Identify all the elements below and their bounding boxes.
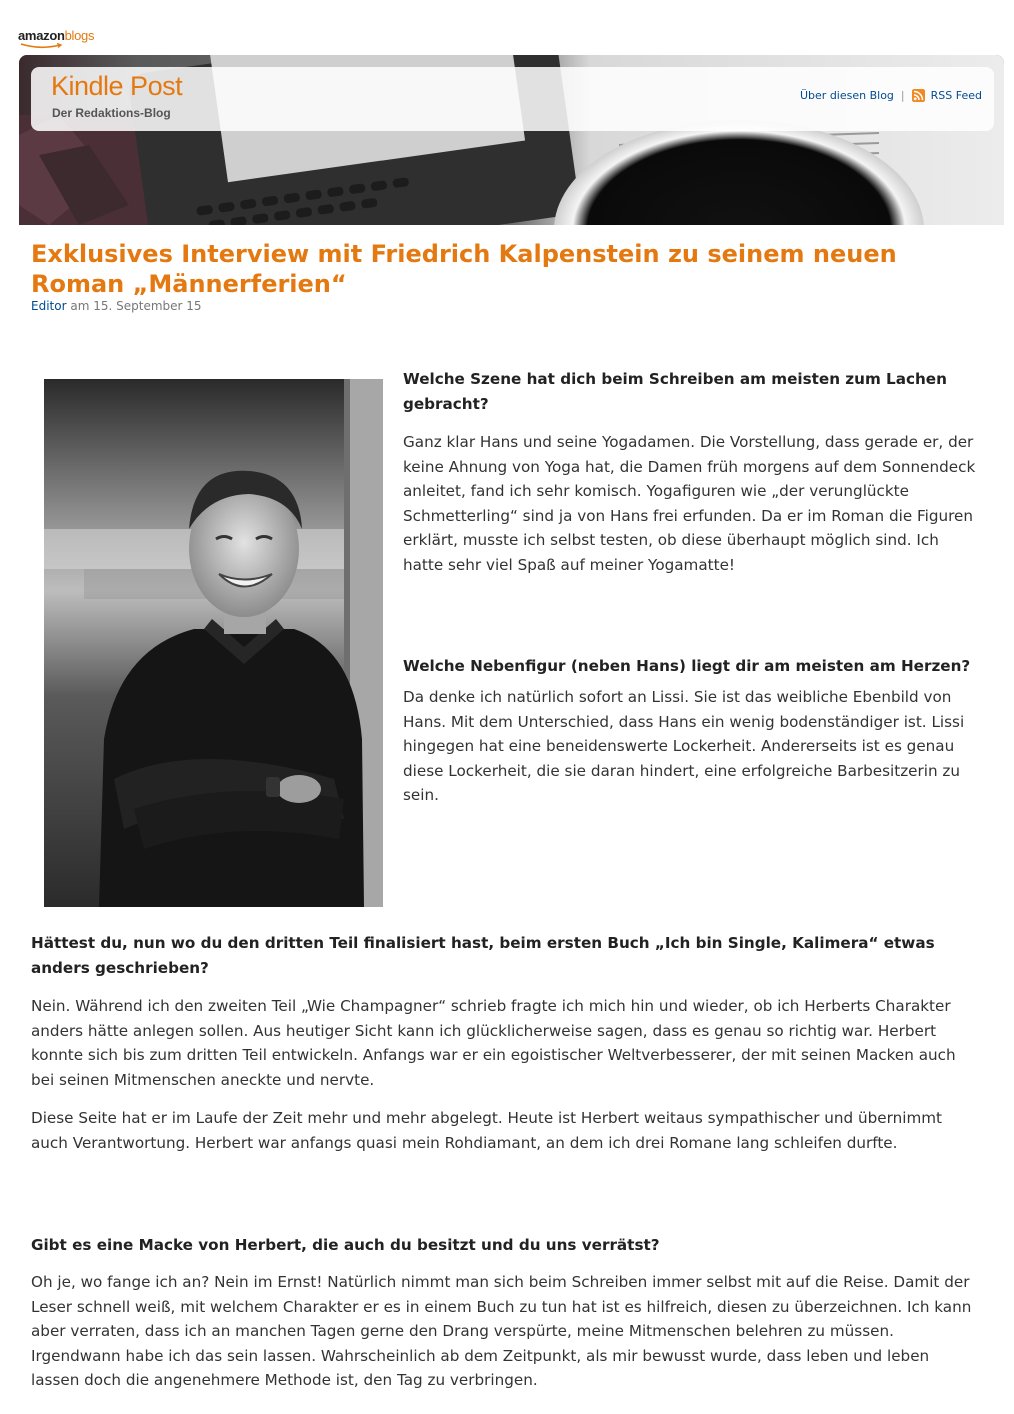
answer-paragraph-2: Diese Seite hat er im Laufe der Zeit mehr und mehr abgelegt. Heute ist Herbert weitaus sympathischer und übernimmt auch Verantwortung. Herbert war anfangs quasi mein Rohdiamant, an dem ich drei Romane lang schleifen durfte. xyxy=(31,1109,943,1152)
post-author-link[interactable]: Editor xyxy=(31,299,67,313)
post-date: 15. September 15 xyxy=(93,299,202,313)
question-heading: Gibt es eine Macke von Herbert, die auch du besitzt und du uns verrätst? xyxy=(31,1236,660,1254)
amazon-blogs-logo[interactable] xyxy=(18,28,94,48)
post-date-prefix: am xyxy=(70,299,90,313)
brand-amazon: amazon xyxy=(18,28,65,43)
link-separator: | xyxy=(900,89,905,102)
banner-links xyxy=(800,89,982,102)
blog-subtitle: Der Redaktions-Blog xyxy=(52,106,171,120)
about-blog-link[interactable]: Über diesen Blog xyxy=(800,89,894,102)
post-title[interactable]: Exklusives Interview mit Friedrich Kalpenstein zu seinem neuen Roman „Männerferien“ xyxy=(31,240,897,298)
blog-title[interactable]: Kindle Post xyxy=(51,71,183,101)
question-heading: Welche Nebenfigur (neben Hans) liegt dir am meisten am Herzen? xyxy=(403,657,971,675)
banner-header-panel xyxy=(31,67,994,131)
qa-block-1 xyxy=(403,367,983,578)
brand-blogs: blogs xyxy=(64,28,95,43)
blog-banner xyxy=(19,55,1004,225)
question-heading: Hättest du, nun wo du den dritten Teil finalisiert hast, beim ersten Buch „Ich bin Single, Kalimera“ etwas anders geschrieben? xyxy=(31,934,935,977)
author-photo xyxy=(44,379,383,907)
answer-paragraph: Nein. Während ich den zweiten Teil „Wie Champagner“ schrieb fragte ich mich hin und wieder, ob ich Herberts Charakter anders hätte anlegen sollen. Aus heutiger Sicht kann ich glücklicherweise sagen, dass es genau so richtig war. Herbert konnte sich bis zum dritten Teil entwickeln. Anfangs war er ein egoistischer Weltverbesserer, der mit seinen Macken auch bei seinen Mitmenschen aneckte und nervte. xyxy=(31,997,956,1089)
rss-feed-link[interactable]: RSS Feed xyxy=(930,89,982,102)
qa-block-3 xyxy=(31,931,981,1156)
answer-paragraph: Ganz klar Hans und seine Yogadamen. Die Vorstellung, dass gerade er, der keine Ahnung von Yoga hat, die Damen früh morgens auf dem Sonnendeck anleitet, fand ich sehr komisch. Yogafiguren wie „der verunglückte Schmetterling“ sind ja von Hans frei erfunden. Da er im Roman die Figuren erklärt, musste ich selbst testen, ob diese überhaupt möglich sind. Ich hatte sehr viel Spaß auf meiner Yogamatte! xyxy=(403,433,976,574)
rss-feed-icon[interactable] xyxy=(912,89,925,102)
qa-block-4 xyxy=(31,1233,981,1393)
qa-block-2 xyxy=(403,654,983,808)
question-heading: Welche Szene hat dich beim Schreiben am meisten zum Lachen gebracht? xyxy=(403,370,947,413)
answer-paragraph: Oh je, wo fange ich an? Nein im Ernst! Natürlich nimmt man sich beim Schreiben immer selbst mit auf die Reise. Damit der Leser schnell weiß, mit welchem Charakter er es in einem Buch zu tun hat ist es hilfreich, diesen zu überzeichnen. Ich kann aber verraten, dass ich an manchen Tagen gerne den Drang verspürte, meine Mitmenschen belehren zu müssen. Irgendwann habe ich das sein lassen. Wahrscheinlich ab dem Zeitpunkt, als mir bewusst wurde, dass leben und leben lassen doch die angenehmere Methode ist, den Tag zu verbringen. xyxy=(31,1273,972,1390)
amazon-smile-icon xyxy=(20,43,66,49)
post-meta xyxy=(31,299,202,313)
answer-paragraph: Da denke ich natürlich sofort an Lissi. Sie ist das weibliche Ebenbild von Hans. Mit dem Unterschied, dass Hans ein wenig bodenständiger ist. Lissi hingegen hat eine beneidenswerte Lockerheit. Andererseits ist es genau diese Lockerheit, die sie daran hindert, eine erfolgreiche Barbesitzerin zu sein. xyxy=(403,688,965,805)
